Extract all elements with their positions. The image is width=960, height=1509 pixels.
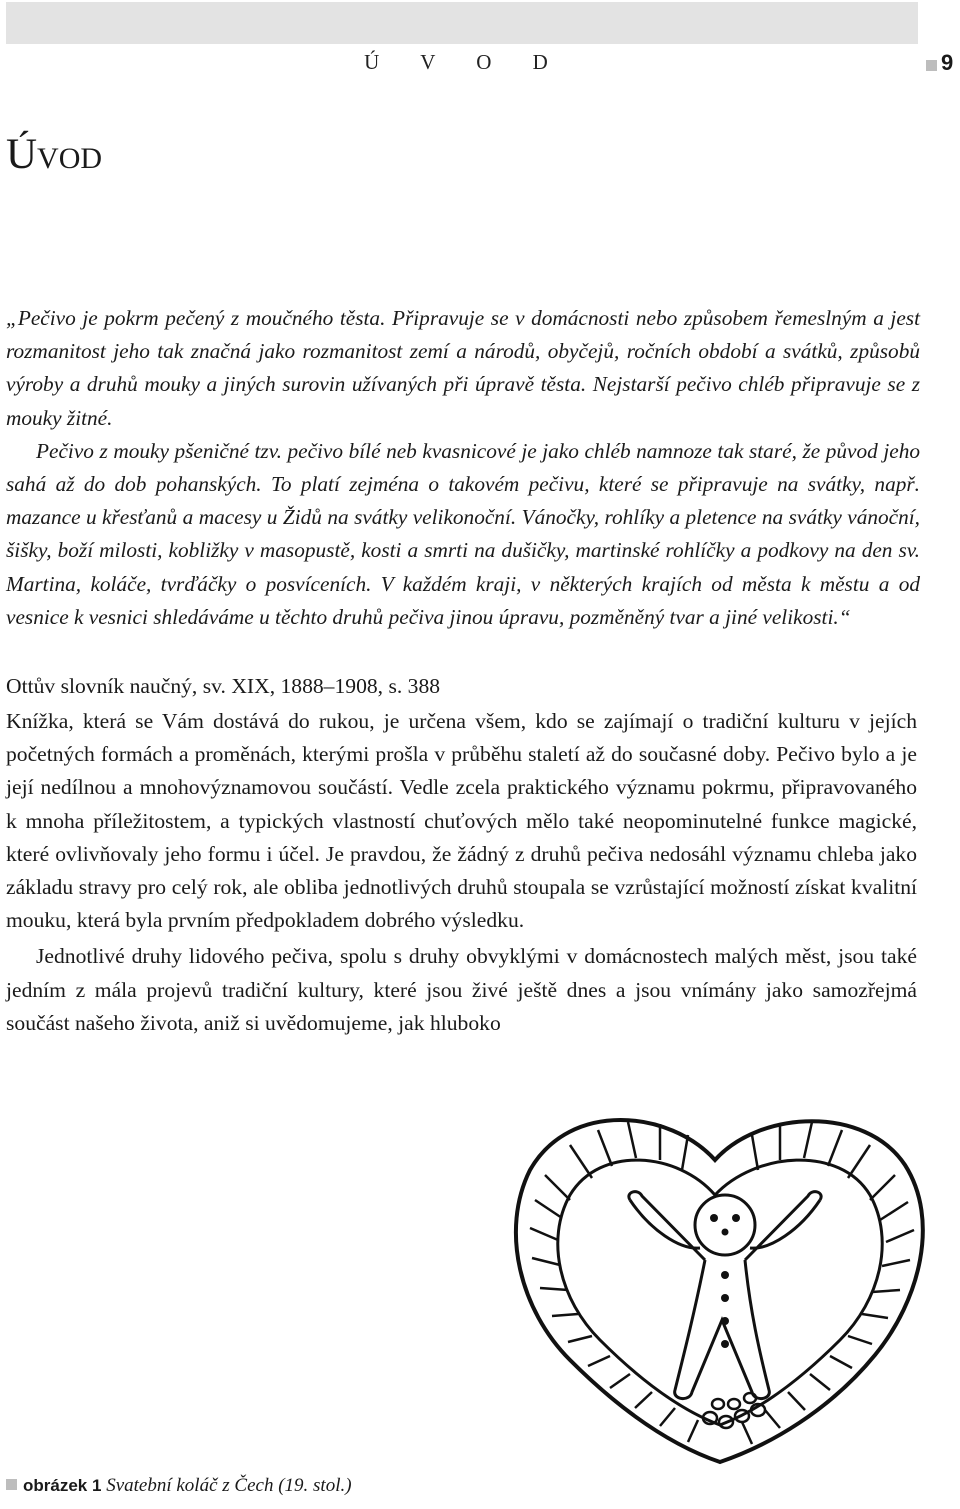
page-number: 9	[941, 50, 954, 75]
page-marker	[926, 60, 937, 71]
quote-attribution: Ottův slovník naučný, sv. XIX, 1888–1908, s. 388	[6, 674, 441, 698]
header-bar	[6, 2, 918, 44]
quote-paragraph: Pečivo z mouky pšeničné tzv. pečivo bílé neb kvasnicové je jako chléb namnoze tak staré, že původ jeho sahá až do dob pohanských. To platí zejména o takovém pečivu, které se připravuje na svátky, např. mazance u křesťanů a macesy u Židů na svátky velikonoční. Vánočky, rohlíky a pletence na svátky vánoční, šišky, boží milosti, kobližky v masopustě, kosti a smrti na dušičky, martinské rohlíčky a podkovy na den sv. Martina, koláče, tvrďáčky o posvíceních. V každém kraji, v některých krajích od města k městu a od vesnice k vesnici shledáváme u těchto druhů pečiva jinou úpravu, pozměněný tvar a jiné velikosti.“	[6, 438, 920, 629]
body-paragraph: Jednotlivé druhy lidového pečiva, spolu s druhy obvyklými v domácnostech malých měst, jsou také jedním z mála projevů tradiční kultury, které jsou živé ještě dnes a jsou vnímány jako samozřejmá součást našeho života, aniž si uvědomujeme, jak hluboko	[6, 944, 917, 1035]
body-paragraph: Knížka, která se Vám dostává do rukou, je určena všem, kdo se zajímají o tradiční kulturu v jejích početných formách a proměnách, kterými prošla v průběhu staletí až do současné doby. Pečivo bylo a je její nedílnou a mnohovýznamovou součástí. Vedle zcela praktického významu pokrmu, připravovaného k mnoha příležitostem, a typických vlastností chuťových mělo také neopominutelné funkce magické, které ovlivňovaly jeho formu i účel. Je pravdou, že žádný z druhů pečiva nedosáhl významu chleba jako základu stravy pro celý rok, ale obliba jednotlivých druhů stoupala se vzrůstající možností získat kvalitní mouku, která byla prvním předpokladem dobrého výsledku.	[6, 709, 917, 933]
figure-wedding-cake	[500, 1100, 950, 1470]
quote-paragraph: „Pečivo je pokrm pečený z moučného těsta. Připravuje se v domácnosti nebo způsobem řemeslným a jest rozmanitost jeho tak značná jako rozmanitost zemí a národů, obyčejů, ročních období a svátků, způsobů výroby a druhů mouky a jiných surovin užívaných při úpravě těsta. Nejstarší pečivo chléb připravuje se z mouky žitné.	[6, 306, 920, 430]
caption-marker	[6, 1479, 17, 1490]
figure-caption	[6, 1474, 352, 1498]
chapter-title: Úvod	[6, 131, 103, 178]
body-text	[6, 705, 917, 1040]
running-head: Ú V O D	[364, 50, 566, 74]
wedding-cake-illustration	[500, 1100, 950, 1470]
caption-text: Svatební koláč z Čech (19. stol.)	[106, 1475, 352, 1496]
quote-block	[6, 302, 920, 634]
caption-label: obrázek 1	[23, 1476, 102, 1495]
